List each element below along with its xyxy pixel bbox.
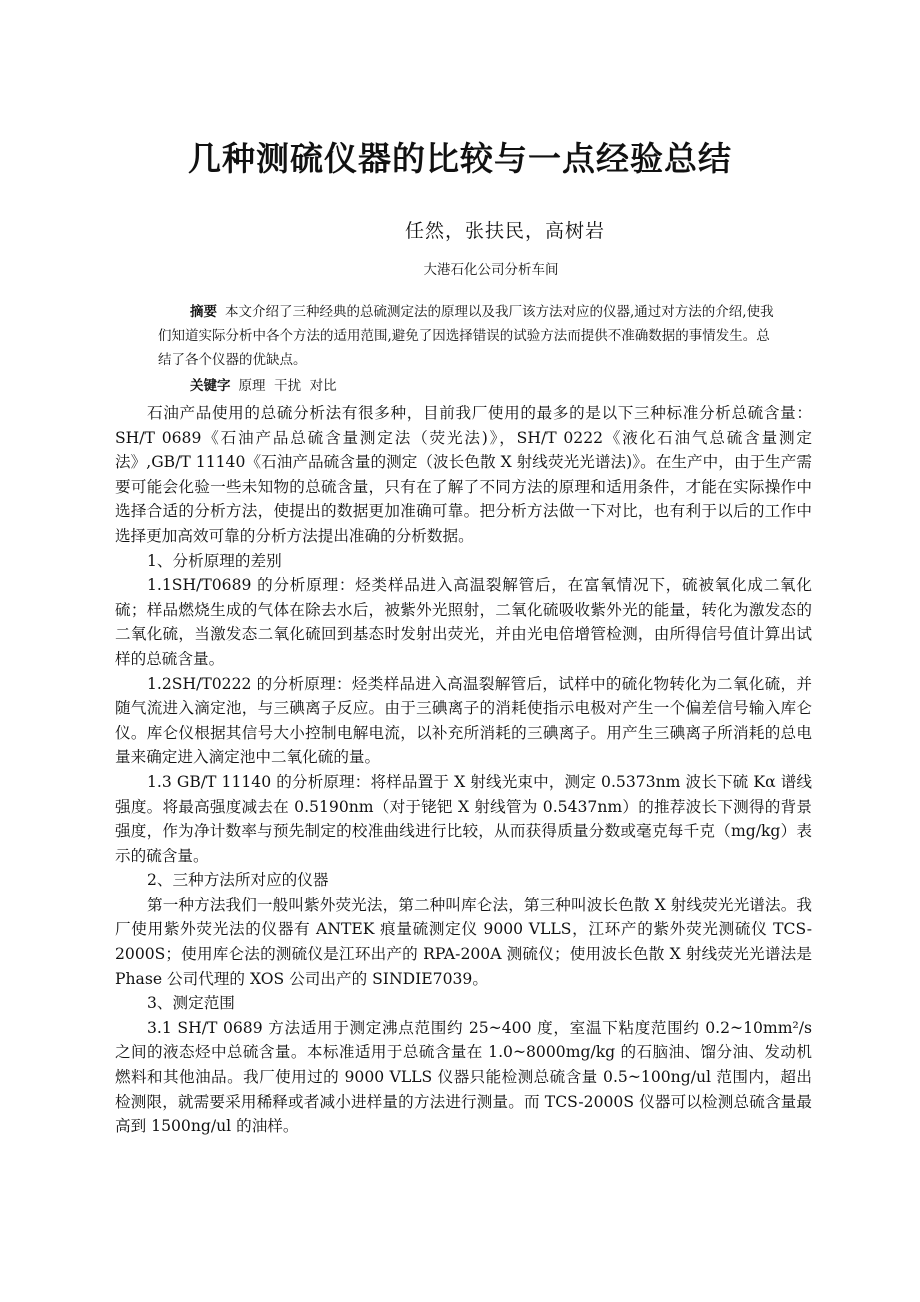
paragraph-3-1: 3.1 SH/T 0689 方法适用于测定沸点范围约 25~400 度，室温下粘度范围约 0.2~10mm²/s 之间的液态烃中总硫含量。本标准适用于总硫含量在 1.0~8000mg/kg 的石脑油、馏分油、发动机燃料和其他油品。我厂使用过的 9000 VLLS 仪器只能检测总硫含量 0.5~100ng/ul 范围内，超出检测限，就需要采用稀释或者减小进样量的方法进行测量。而 TCS-2000S 仪器可以检测总硫含量最高到 1500ng/ul 的油样。	[115, 1018, 812, 1136]
author-list: 任然，张扶民，高树岩	[404, 220, 605, 242]
section-heading-3: 3、测定范围	[147, 994, 235, 1013]
body-text	[115, 401, 812, 1139]
affiliation: 大港石化公司分析车间	[423, 262, 559, 278]
paragraph-intro: 石油产品使用的总硫分析法有很多种，目前我厂使用的最多的是以下三种标准分析总硫含量：SH/T 0689《石油产品总硫含量测定法（荧光法)》，SH/T 0222《液化石油气总硫含量测定法》,GB/T 11140《石油产品硫含量的测定（波长色散 X 射线荧光光谱法)》。在生产中，由于生产需要可能会化验一些未知物的总硫含量，只有在了解了不同方法的原理和适用条件，才能在实际操作中选择合适的分析方法，使提出的数据更加准确可靠。把分析方法做一下对比，也有利于以后的工作中选择更加高效可靠的分析方法提出准确的分析数据。	[115, 404, 812, 545]
keywords-text: 原理 干扰 对比	[238, 378, 337, 394]
paragraph-2: 第一种方法我们一般叫紫外荧光法，第二种叫库仑法，第三种叫波长色散 X 射线荧光光谱法。我厂使用紫外荧光法的仪器有 ANTEK 痕量硫测定仪 9000 VLLS，江环产的紫外荧光测硫仪 TCS-2000S；使用库仑法的测硫仪是江环出产的 RPA-200A 测硫仪；使用波长色散 X 射线荧光光谱法是 Phase 公司代理的 XOS 公司出产的 SINDIE7039。	[115, 895, 812, 988]
paragraph-1-3: 1.3 GB/T 11140 的分析原理：将样品置于 X 射线光束中，测定 0.5373nm 波长下硫 Kα 谱线强度。将最高强度减去在 0.5190nm（对于铑钯 X 射线管为 0.5437nm）的推荐波长下测得的背景强度，作为净计数率与预先制定的校准曲线进行比较，从而获得质量分数或毫克每千克（mg/kg）表示的硫含量。	[115, 772, 812, 865]
abstract	[158, 300, 778, 372]
section-heading-2: 2、三种方法所对应的仪器	[147, 871, 329, 890]
keywords-label: 关键字	[190, 378, 231, 394]
section-heading-1: 1、分析原理的差别	[147, 551, 282, 570]
paper-title: 几种测硫仪器的比较与一点经验总结	[188, 139, 732, 178]
paragraph-1-2: 1.2SH/T0222 的分析原理：烃类样品进入高温裂解管后，试样中的硫化物转化为二氧化硫，并随气流进入滴定池，与三碘离子反应。由于三碘离子的消耗使指示电极对产生一个偏差信号输入库仑仪。库仑仪根据其信号大小控制电解电流，以补充所消耗的三碘离子。用产生三碘离子所消耗的总电量来确定进入滴定池中二氧化硫的量。	[115, 674, 812, 767]
paragraph-1-1: 1.1SH/T0689 的分析原理：烃类样品进入高温裂解管后，在富氧情况下，硫被氧化成二氧化硫；样品燃烧生成的气体在除去水后，被紫外光照射，二氧化硫吸收紫外光的能量，转化为激发态的二氧化硫，当激发态二氧化硫回到基态时发射出荧光，并由光电倍增管检测，由所得信号值计算出试样的总硫含量。	[115, 576, 812, 668]
keywords	[190, 374, 337, 394]
abstract-text: 本文介绍了三种经典的总硫测定法的原理以及我厂该方法对应的仪器,通过对方法的介绍,使我们知道实际分析中各个方法的适用范围,避免了因选择错误的试验方法而提供不准确数据的事情发生。总结了各个仪器的优缺点。	[158, 304, 774, 368]
abstract-label: 摘要	[190, 304, 217, 320]
